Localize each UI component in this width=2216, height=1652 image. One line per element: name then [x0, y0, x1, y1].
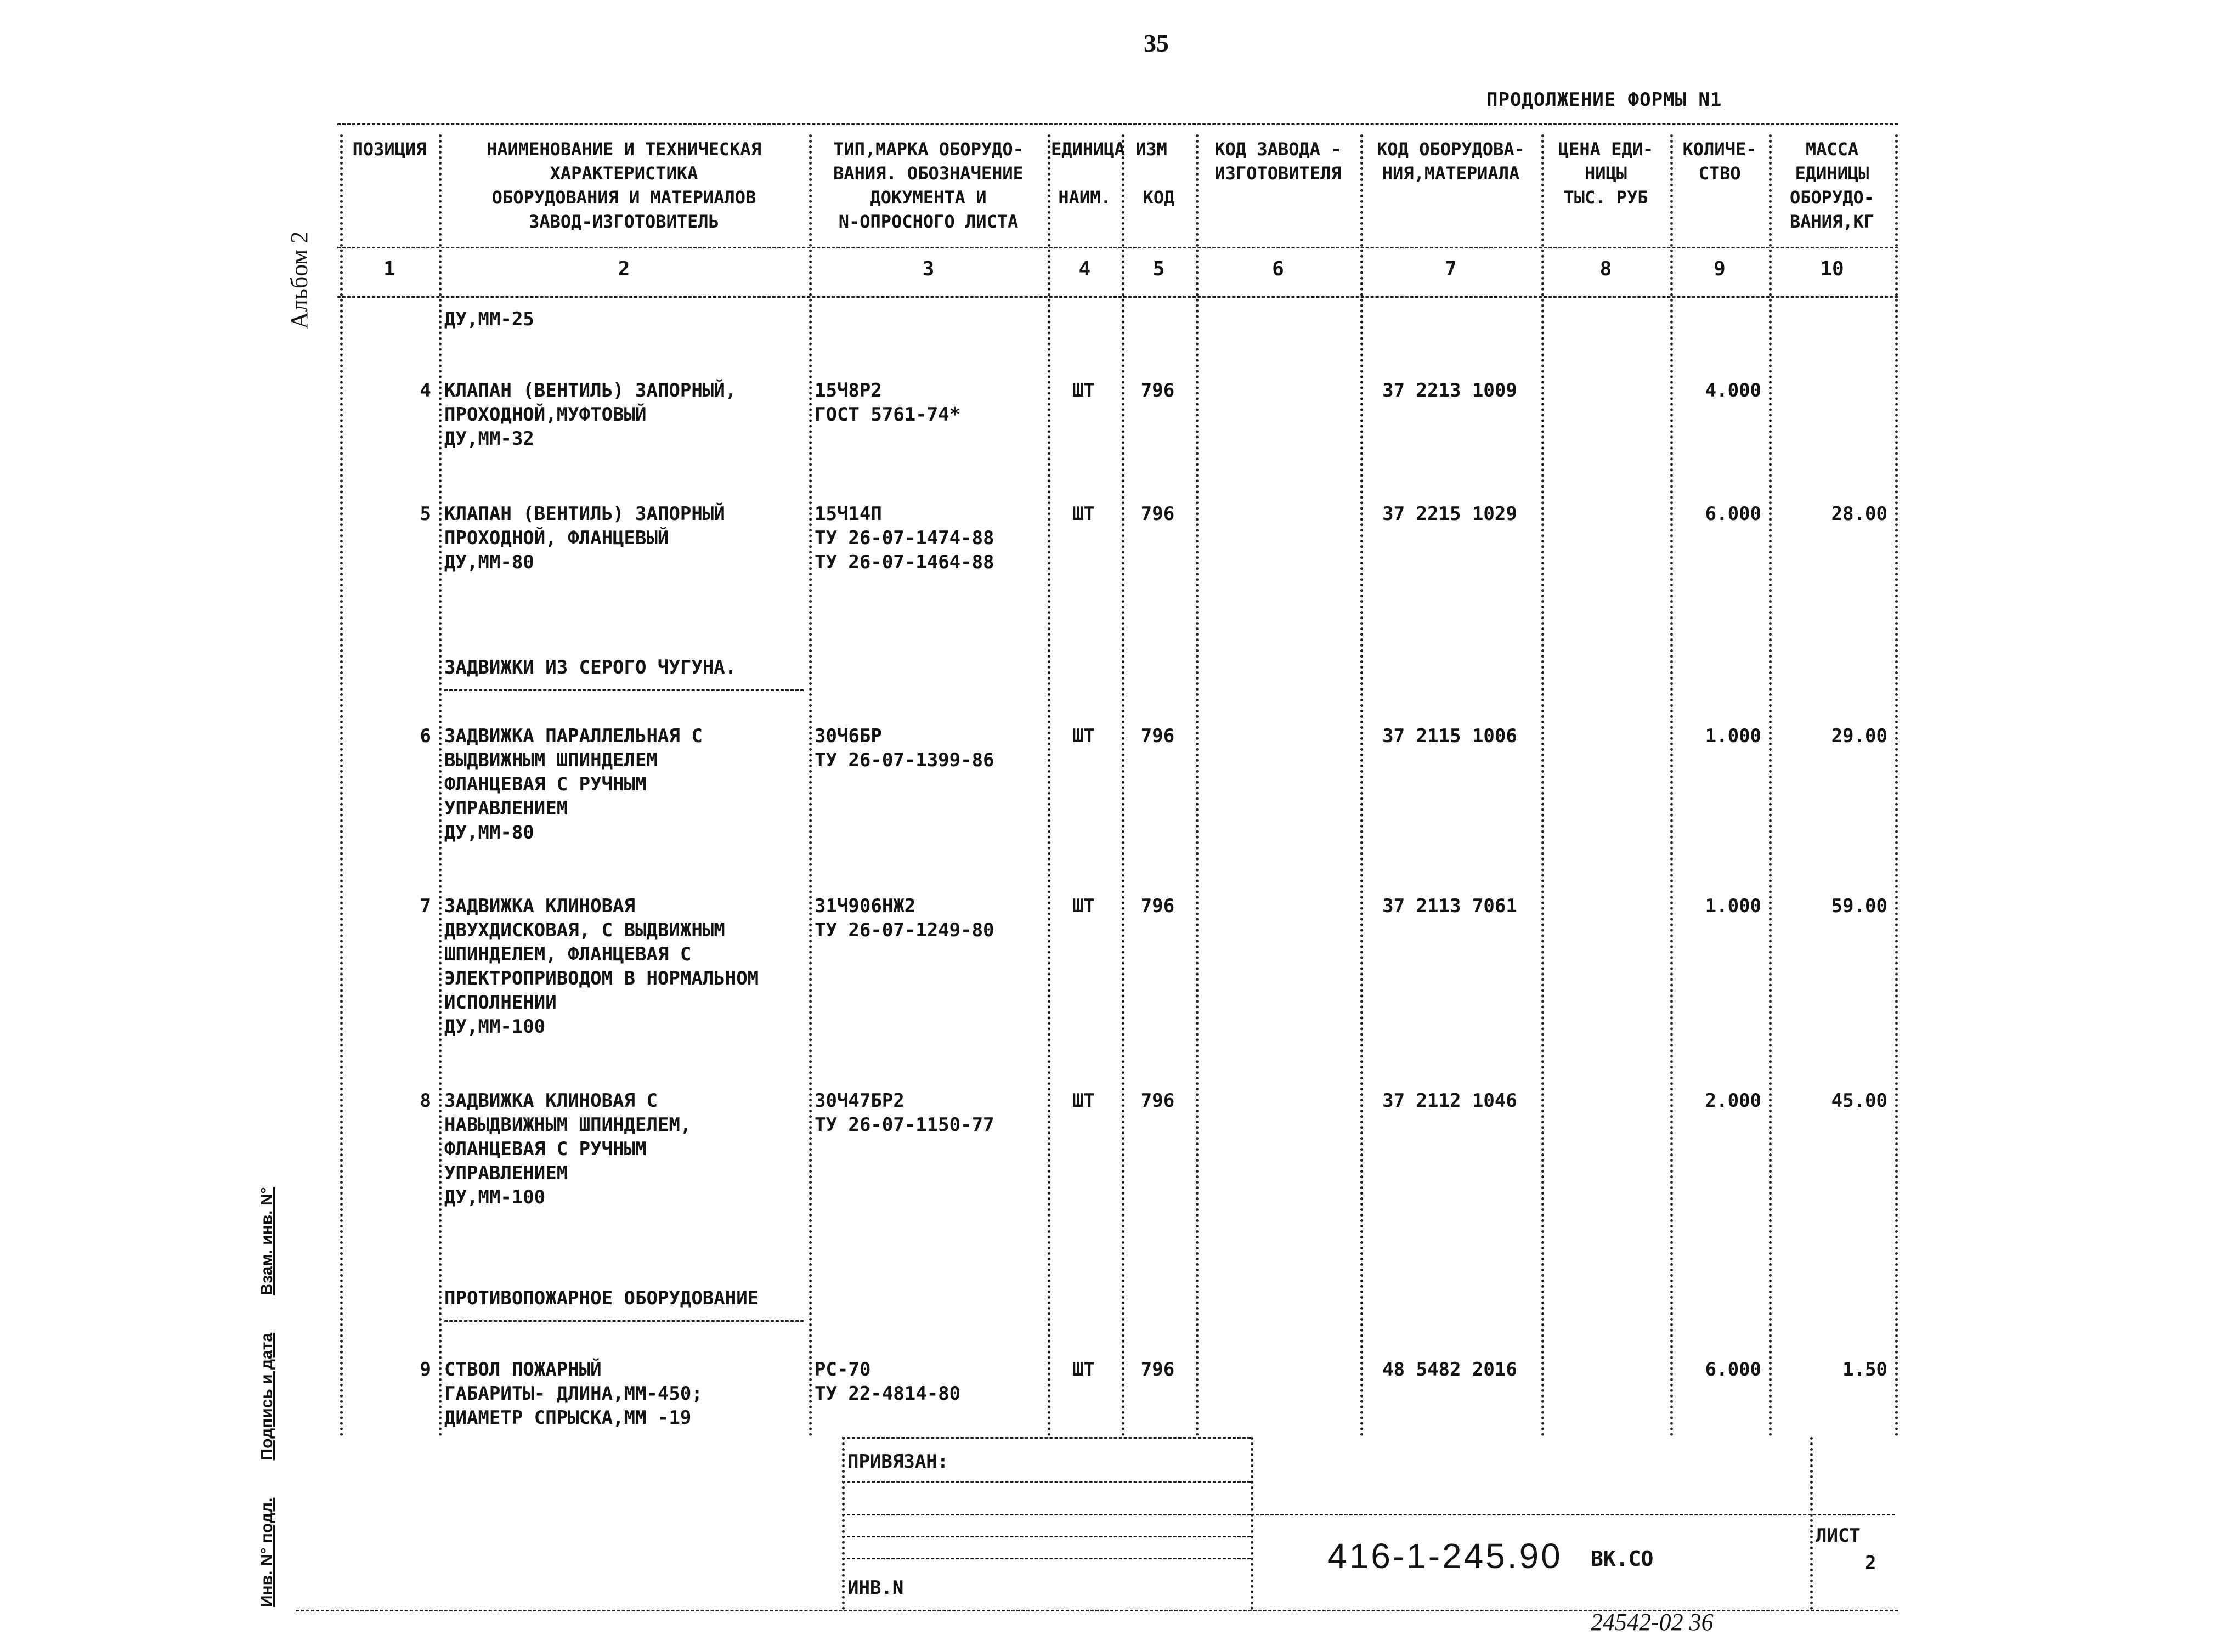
- column-number: 10: [1820, 258, 1844, 280]
- column-number: 7: [1445, 258, 1457, 280]
- column-separator: [1360, 134, 1363, 1437]
- column-separator: [340, 134, 343, 1437]
- sheet-number: 2: [1865, 1552, 1876, 1574]
- name-cell: КЛАПАН (ВЕНТИЛЬ) ЗАПОРНЫЙ, ПРОХОДНОЙ,МУФТОВЫЙ ДУ,ММ-32: [444, 380, 737, 450]
- column-number: 6: [1272, 258, 1284, 280]
- unit-cell: ШТ: [1072, 503, 1095, 525]
- name-cell: СТВОЛ ПОЖАРНЫЙ ГАБАРИТЫ- ДЛИНА,ММ-450; ДИАМЕТР СПРЫСКА,ММ -19: [444, 1359, 703, 1429]
- side-label-sign-date: Подпись и дата: [258, 1332, 276, 1461]
- stamp-linked-label: ПРИВЯЗАН:: [847, 1451, 949, 1473]
- stamp-rule: [842, 1514, 1251, 1515]
- header-cell: КОЛИЧЕ- СТВО: [1682, 139, 1757, 184]
- column-number: 3: [922, 258, 935, 280]
- type-cell: 30Ч6БР ТУ 26-07-1399-86: [815, 725, 994, 771]
- type-cell: РС-70 ТУ 22-4814-80: [815, 1359, 961, 1405]
- column-separator: [439, 134, 442, 1437]
- equipment-code-cell: 37 2113 7061: [1382, 895, 1517, 917]
- name-cell: ДУ,ММ-25: [444, 308, 534, 330]
- stamp-rule: [842, 1536, 1251, 1537]
- unit-cell: ШТ: [1072, 1359, 1095, 1381]
- stamp-rule: [842, 1481, 1251, 1483]
- unit-code-cell: 796: [1140, 380, 1175, 401]
- name-cell: ЗАДВИЖКА КЛИНОВАЯ ДВУХДИСКОВАЯ, С ВЫДВИЖНЫМ ШПИНДЕЛЕМ, ФЛАНЦЕВАЯ С ЭЛЕКТРОПРИВОДОМ В НОРМАЛЬНОМ ИСПОЛНЕНИИ ДУ,ММ-100: [444, 895, 759, 1038]
- position-cell: 5: [420, 503, 431, 525]
- header-cell: ЦЕНА ЕДИ- НИЦЫ ТЫС. РУБ: [1558, 139, 1654, 208]
- sheet-label: ЛИСТ: [1816, 1525, 1861, 1547]
- album-label: Альбом 2: [286, 231, 313, 329]
- mass-cell: 45.00: [1831, 1090, 1887, 1112]
- column-numbers-rule: [337, 296, 1898, 298]
- column-number: 9: [1714, 258, 1726, 280]
- side-label-inv: Инв. N° подл.: [258, 1497, 276, 1607]
- position-cell: 8: [420, 1090, 431, 1112]
- unit-code-cell: 796: [1140, 895, 1175, 917]
- column-separator: [1670, 134, 1673, 1437]
- equipment-code-cell: 37 2112 1046: [1382, 1090, 1517, 1112]
- stamp-inv-label: ИНВ.N: [847, 1577, 904, 1599]
- mass-cell: 1.50: [1842, 1359, 1887, 1381]
- position-cell: 9: [420, 1359, 431, 1381]
- unit-code-cell: 796: [1140, 725, 1175, 747]
- name-cell: ПРОТИВОПОЖАРНОЕ ОБОРУДОВАНИЕ: [444, 1287, 759, 1309]
- position-cell: 6: [420, 725, 431, 747]
- stamp-rule: [842, 1437, 1251, 1439]
- quantity-cell: 1.000: [1705, 895, 1761, 917]
- column-number: 5: [1152, 258, 1165, 280]
- document-code: 416-1-245.90: [1327, 1536, 1563, 1576]
- equipment-code-cell: 37 2213 1009: [1382, 380, 1517, 401]
- column-number: 4: [1078, 258, 1091, 280]
- unit-code-cell: 796: [1140, 1359, 1175, 1381]
- page-number: 35: [1144, 29, 1169, 57]
- mass-cell: 29.00: [1831, 725, 1887, 747]
- header-cell: КОД: [1143, 187, 1175, 208]
- side-stamp-labels: [258, 1155, 276, 1608]
- column-separator: [809, 134, 812, 1437]
- table-top-rule: [337, 123, 1898, 125]
- column-separator: [1541, 134, 1544, 1437]
- column-separator: [1048, 134, 1050, 1437]
- stamp-rule: [842, 1558, 1251, 1559]
- quantity-cell: 2.000: [1705, 1090, 1761, 1112]
- stamp-rule: [1251, 1514, 1895, 1515]
- stamp-separator: [1810, 1437, 1813, 1610]
- quantity-cell: 6.000: [1705, 1359, 1761, 1381]
- header-bottom-rule: [337, 247, 1898, 248]
- position-cell: 7: [420, 895, 431, 917]
- header-cell: ТИП,МАРКА ОБОРУДО- ВАНИЯ. ОБОЗНАЧЕНИЕ ДОКУМЕНТА И N-ОПРОСНОГО ЛИСТА: [833, 139, 1024, 232]
- type-cell: 31Ч906НЖ2 ТУ 26-07-1249-80: [815, 895, 994, 941]
- column-separator: [1122, 134, 1124, 1437]
- handwritten-archive-number: 24542-02 36: [1591, 1609, 1714, 1636]
- unit-cell: ШТ: [1072, 380, 1095, 401]
- section-code: ВК.СО: [1591, 1547, 1654, 1571]
- type-cell: 15Ч8Р2 ГОСТ 5761-74*: [815, 380, 961, 426]
- quantity-cell: 6.000: [1705, 503, 1761, 525]
- header-cell: ПОЗИЦИЯ: [352, 139, 427, 160]
- type-cell: 30Ч47БР2 ТУ 26-07-1150-77: [815, 1090, 994, 1136]
- name-cell: ЗАДВИЖКИ ИЗ СЕРОГО ЧУГУНА.: [444, 657, 737, 678]
- section-underline: [444, 1320, 804, 1322]
- stamp-separator: [842, 1437, 845, 1610]
- quantity-cell: 4.000: [1705, 380, 1761, 401]
- header-cell: ЕДИНИЦА ИЗМ НАИМ.: [1051, 139, 1167, 208]
- equipment-code-cell: 37 2215 1029: [1382, 503, 1517, 525]
- column-separator: [1769, 134, 1772, 1437]
- column-number: 1: [383, 258, 395, 280]
- header-cell: КОД ЗАВОДА - ИЗГОТОВИТЕЛЯ: [1214, 139, 1342, 184]
- column-number: 2: [618, 258, 630, 280]
- mass-cell: 59.00: [1831, 895, 1887, 917]
- unit-code-cell: 796: [1140, 503, 1175, 525]
- side-label-replace-inv: Взам. инв. N°: [258, 1187, 276, 1295]
- name-cell: КЛАПАН (ВЕНТИЛЬ) ЗАПОРНЫЙ ПРОХОДНОЙ, ФЛАНЦЕВЫЙ ДУ,ММ-80: [444, 503, 725, 573]
- position-cell: 4: [420, 380, 431, 401]
- unit-cell: ШТ: [1072, 1090, 1095, 1112]
- name-cell: ЗАДВИЖКА ПАРАЛЛЕЛЬНАЯ С ВЫДВИЖНЫМ ШПИНДЕЛЕМ ФЛАНЦЕВАЯ С РУЧНЫМ УПРАВЛЕНИЕМ ДУ,ММ-80: [444, 725, 703, 844]
- equipment-code-cell: 48 5482 2016: [1382, 1359, 1517, 1381]
- unit-cell: ШТ: [1072, 725, 1095, 747]
- type-cell: 15Ч14П ТУ 26-07-1474-88 ТУ 26-07-1464-88: [815, 503, 994, 573]
- form-continuation-title: ПРОДОЛЖЕНИЕ ФОРМЫ N1: [1486, 89, 1722, 111]
- name-cell: ЗАДВИЖКА КЛИНОВАЯ С НАВЫДВИЖНЫМ ШПИНДЕЛЕМ, ФЛАНЦЕВАЯ С РУЧНЫМ УПРАВЛЕНИЕМ ДУ,ММ-100: [444, 1090, 692, 1208]
- column-number: 8: [1599, 258, 1612, 280]
- quantity-cell: 1.000: [1705, 725, 1761, 747]
- section-underline: [444, 689, 804, 691]
- column-separator: [1895, 134, 1898, 1437]
- unit-cell: ШТ: [1072, 895, 1095, 917]
- column-separator: [1196, 134, 1199, 1437]
- header-cell: НАИМЕНОВАНИЕ И ТЕХНИЧЕСКАЯ ХАРАКТЕРИСТИКА ОБОРУДОВАНИЯ И МАТЕРИАЛОВ ЗАВОД-ИЗГОТОВИТЕЛЬ: [487, 139, 761, 232]
- stamp-separator: [1251, 1437, 1253, 1610]
- unit-code-cell: 796: [1140, 1090, 1175, 1112]
- equipment-code-cell: 37 2115 1006: [1382, 725, 1517, 747]
- header-cell: КОД ОБОРУДОВА- НИЯ,МАТЕРИАЛА: [1377, 139, 1525, 184]
- header-cell: МАССА ЕДИНИЦЫ ОБОРУДО- ВАНИЯ,КГ: [1789, 139, 1875, 232]
- mass-cell: 28.00: [1831, 503, 1887, 525]
